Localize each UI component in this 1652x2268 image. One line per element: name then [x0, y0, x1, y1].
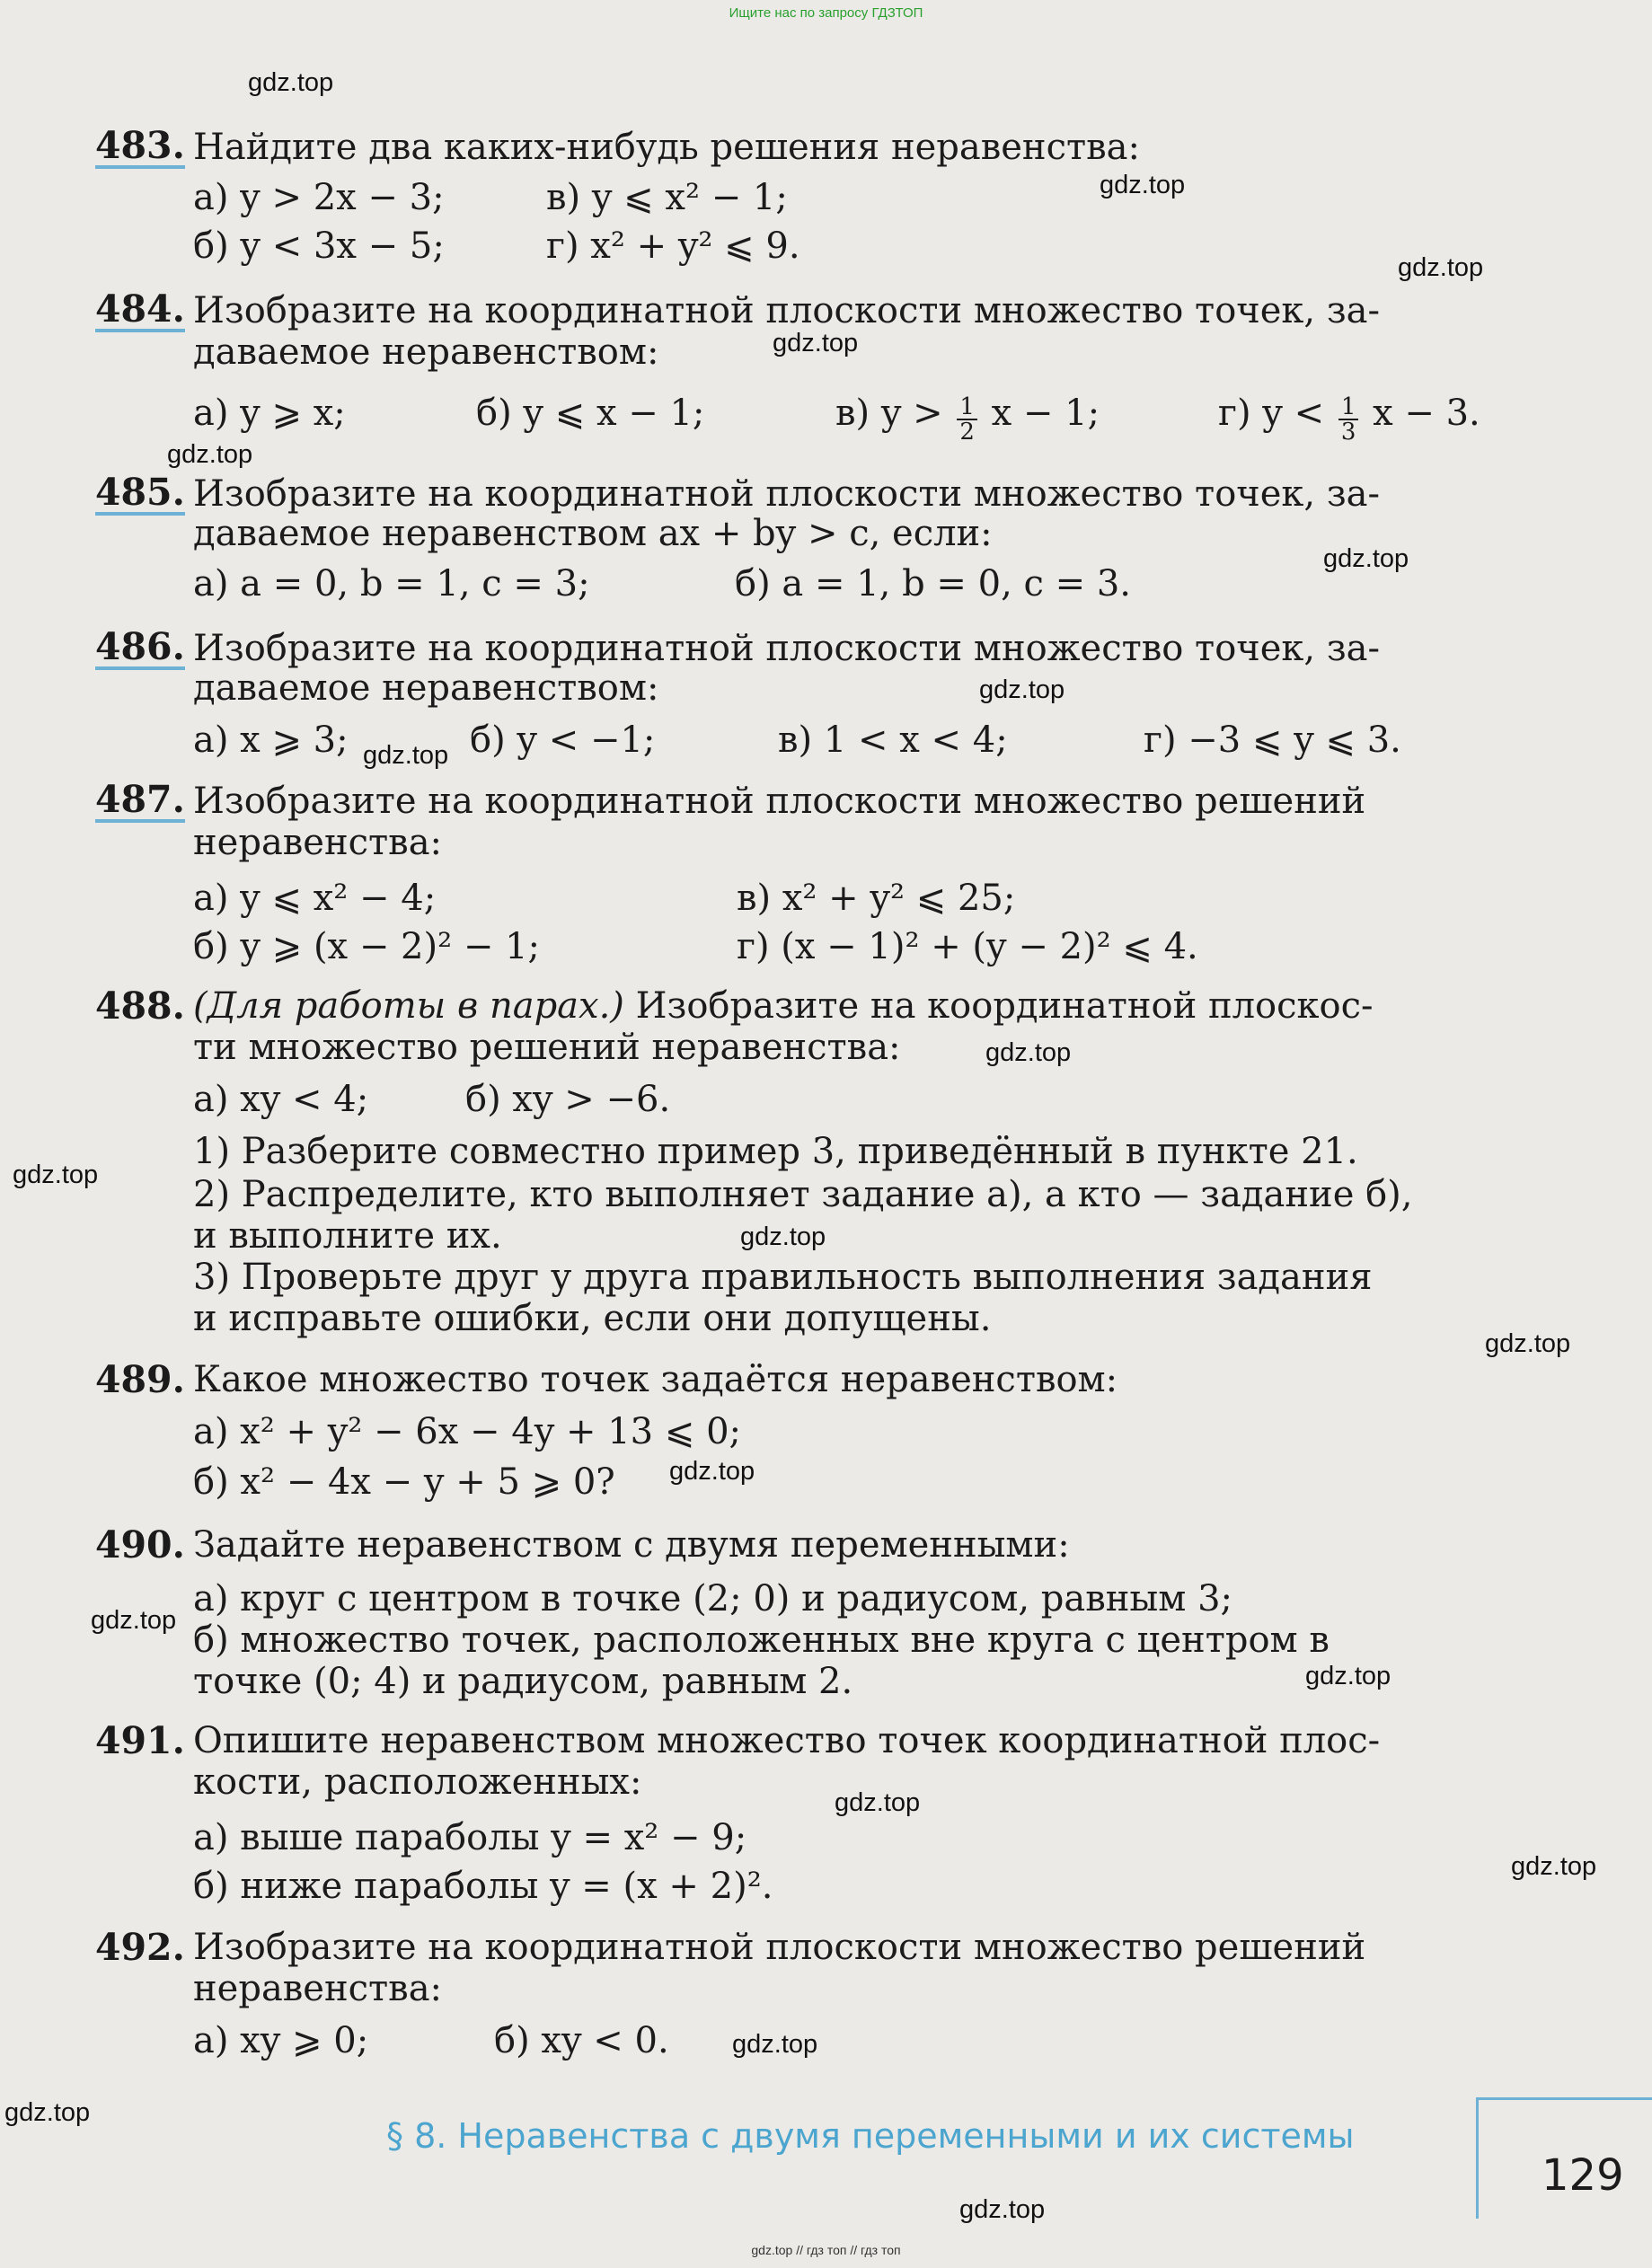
numerator: 1 — [1338, 395, 1359, 420]
problem-number: 487. — [95, 778, 185, 821]
problem-text: даваемое неравенством: — [193, 331, 659, 373]
problem-text: Изобразите на координатной плоскости множество точек, за- — [193, 473, 1380, 515]
fraction — [1338, 395, 1359, 444]
numerator: 1 — [957, 395, 977, 420]
problem-text: Изобразите на координатной плоскости множество решений — [193, 1927, 1366, 1968]
step-3-cont: и исправьте ошибки, если они допущены. — [193, 1298, 992, 1339]
problem-text: кости, расположенных: — [193, 1761, 642, 1803]
sub-item-a: а) xy < 4; — [193, 1079, 369, 1120]
denominator: 2 — [959, 419, 975, 446]
problem-number: 491. — [95, 1719, 185, 1762]
sub-item-g — [1218, 392, 1480, 444]
watermark: gdz.top — [732, 2030, 818, 2059]
sub-item-b: б) x² − 4x − y + 5 ⩾ 0? — [193, 1461, 615, 1503]
header-banner: Ищите нас по запросу ГДЗТОП — [729, 5, 923, 21]
problem-text: Опишите неравенством множество точек координатной плос- — [193, 1720, 1381, 1761]
sub-item-b: б) y ⩾ (x − 2)² − 1; — [193, 926, 541, 967]
expr-pre: в) y > — [835, 393, 943, 434]
watermark: gdz.top — [248, 68, 334, 97]
watermark: gdz.top — [773, 329, 859, 357]
watermark: gdz.top — [1100, 171, 1186, 199]
problem-text: даваемое неравенством: — [193, 667, 659, 709]
problem-text: Найдите два каких-нибудь решения неравенства: — [193, 127, 1140, 168]
sub-item-b: б) y ⩽ x − 1; — [476, 393, 705, 434]
sub-item-v: в) x² + y² ⩽ 25; — [737, 878, 1016, 919]
watermark: gdz.top — [1305, 1662, 1391, 1690]
sub-item-a: а) y > 2x − 3; — [193, 177, 445, 218]
sub-item-b: б) a = 1, b = 0, c = 3. — [735, 563, 1132, 605]
watermark: gdz.top — [1398, 253, 1484, 282]
sub-item-v: в) y ⩽ x² − 1; — [546, 177, 788, 218]
step-1: 1) Разберите совместно пример 3, приведённый в пункте 21. — [193, 1131, 1358, 1172]
watermark: gdz.top — [1485, 1329, 1571, 1358]
step-2: 2) Распределите, кто выполняет задание а), а кто — задание б), — [193, 1174, 1413, 1215]
problem-text: Изобразите на координатной плоскости множество решений — [193, 781, 1366, 822]
sub-item-b: б) xy < 0. — [494, 2020, 669, 2061]
problem-text: Изобразите на координатной плоскости множество точек, за- — [193, 290, 1380, 331]
fraction — [957, 395, 977, 444]
watermark: gdz.top — [1323, 544, 1409, 573]
problem-number: 484. — [95, 287, 185, 331]
step-2-cont: и выполните их. — [193, 1215, 502, 1257]
sub-item-b: б) y < −1; — [470, 719, 656, 761]
watermark: gdz.top — [167, 440, 253, 469]
problem-text-rest: Изобразите на координатной плоскос- — [623, 985, 1374, 1027]
problem-number: 492. — [95, 1926, 185, 1969]
problem-text: даваемое неравенством ax + by > c, если: — [193, 513, 993, 554]
problem-number: 490. — [95, 1523, 185, 1566]
problem-text: Задайте неравенством с двумя переменными: — [193, 1524, 1070, 1566]
pair-work-note: (Для работы в парах.) — [193, 985, 624, 1027]
sub-item-v — [835, 392, 1100, 444]
problem-text: неравенства: — [193, 1968, 443, 2009]
footer-links: gdz.top // гдз топ // гдз топ — [751, 2243, 901, 2257]
problem-number: 483. — [95, 124, 185, 167]
watermark: gdz.top — [740, 1222, 826, 1251]
problem-number: 489. — [95, 1358, 185, 1401]
sub-item-g: г) −3 ⩽ y ⩽ 3. — [1144, 719, 1401, 761]
problem-text: неравенства: — [193, 822, 443, 863]
problem-text: Изобразите на координатной плоскости множество точек, за- — [193, 628, 1380, 669]
sub-item-a: а) y ⩾ x; — [193, 393, 346, 434]
sub-item-a: а) выше параболы y = x² − 9; — [193, 1817, 747, 1858]
sub-item-a: а) x² + y² − 6x − 4y + 13 ⩽ 0; — [193, 1411, 741, 1452]
watermark: gdz.top — [4, 2098, 91, 2127]
expr-post: x − 1; — [991, 393, 1100, 434]
step-3: 3) Проверьте друг у друга правильность выполнения задания — [193, 1257, 1373, 1298]
watermark: gdz.top — [669, 1457, 755, 1486]
page-number: 129 — [1542, 2150, 1624, 2201]
watermark: gdz.top — [13, 1160, 99, 1189]
watermark: gdz.top — [91, 1606, 177, 1635]
sub-item-a: а) a = 0, b = 1, c = 3; — [193, 563, 590, 605]
sub-item-a: а) x ⩾ 3; — [193, 719, 349, 761]
watermark: gdz.top — [1511, 1852, 1597, 1881]
problem-text — [193, 984, 1374, 1028]
sub-item-b: б) xy > −6. — [465, 1079, 671, 1120]
sub-item-a: а) круг с центром в точке (2; 0) и радиусом, равным 3; — [193, 1578, 1232, 1619]
section-title: § 8. Неравенства с двумя переменными и их системы — [386, 2116, 1355, 2156]
problem-text: ти множество решений неравенства: — [193, 1027, 901, 1068]
sub-item-b: б) y < 3x − 5; — [193, 225, 445, 267]
sub-item-a: а) xy ⩾ 0; — [193, 2020, 369, 2061]
watermark: gdz.top — [979, 675, 1065, 704]
watermark: gdz.top — [985, 1038, 1072, 1067]
watermark: gdz.top — [835, 1788, 921, 1817]
sub-item-b-cont: точке (0; 4) и радиусом, равным 2. — [193, 1661, 853, 1702]
expr-post: x − 3. — [1373, 393, 1480, 434]
sub-item-g: г) x² + y² ⩽ 9. — [546, 225, 800, 267]
sub-item-b: б) ниже параболы y = (x + 2)². — [193, 1866, 773, 1907]
sub-item-b: б) множество точек, расположенных вне круга с центром в — [193, 1619, 1330, 1661]
problem-number: 488. — [95, 984, 185, 1028]
sub-item-g: г) (x − 1)² + (y − 2)² ⩽ 4. — [737, 926, 1198, 967]
problem-text: Какое множество точек задаётся неравенством: — [193, 1359, 1118, 1400]
denominator: 3 — [1340, 419, 1356, 446]
problem-number: 485. — [95, 471, 185, 514]
expr-pre: г) y < — [1218, 393, 1325, 434]
sub-item-v: в) 1 < x < 4; — [778, 719, 1008, 761]
watermark: gdz.top — [959, 2195, 1046, 2224]
sub-item-a: а) y ⩽ x² − 4; — [193, 878, 437, 919]
problem-number: 486. — [95, 625, 185, 668]
watermark: gdz.top — [363, 741, 449, 770]
